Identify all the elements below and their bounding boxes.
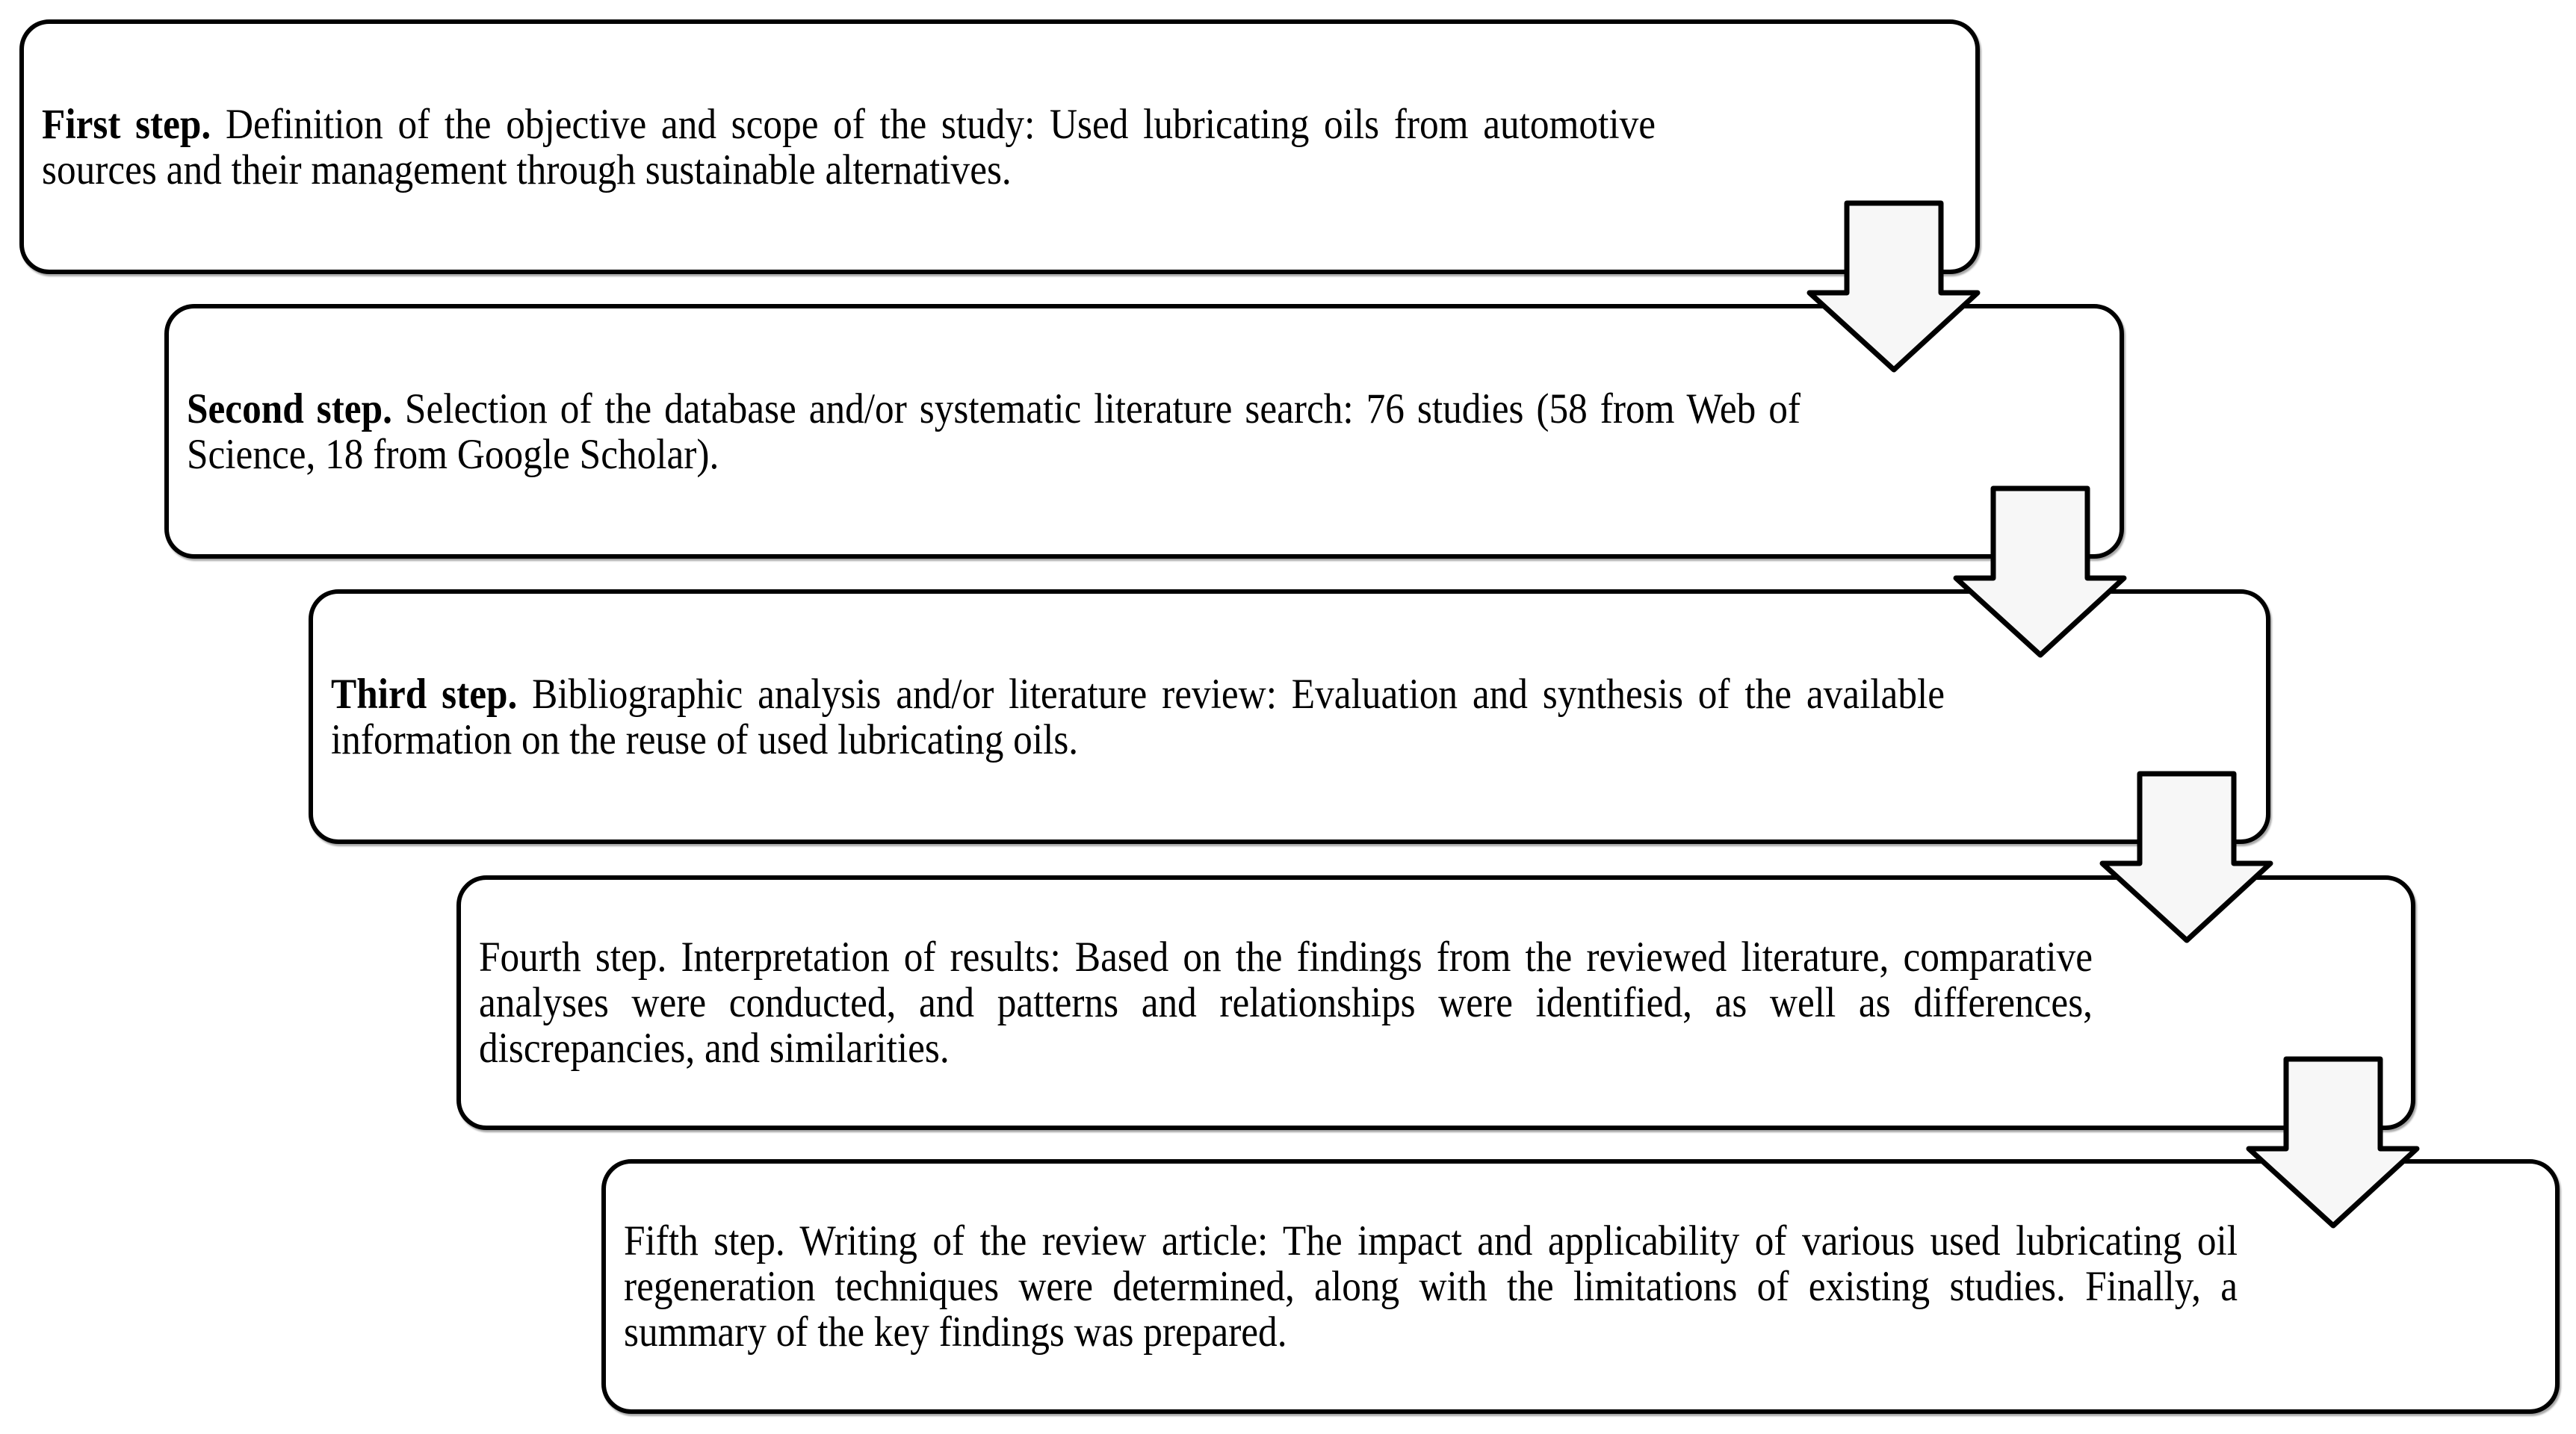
step-label: Fourth step. xyxy=(479,934,667,981)
step-description: Bibliographic analysis and/or literature review: Evaluation and synthesis of the available information on the reuse of used lubricating oils. xyxy=(331,670,1945,763)
step-description: Interpretation of results: Based on the findings from the reviewed literature, comparative analyses were conducted, and patterns and relationships were identified, as well as differences, discrepancies, and similarities. xyxy=(479,934,2093,1072)
step-text xyxy=(42,102,1656,193)
step-text xyxy=(624,1218,2238,1355)
step-label: Third step. xyxy=(331,670,518,718)
step-description: Writing of the review article: The impact and applicability of various used lubricating oil regeneration techniques were determined, along with the limitations of existing studies. Finally, a summary of the key findings was prepared. xyxy=(624,1217,2238,1356)
step-box-second xyxy=(164,304,2124,559)
step-box-third xyxy=(309,589,2270,844)
step-label: First step. xyxy=(42,100,211,148)
step-box-first xyxy=(19,19,1980,274)
step-box-fourth xyxy=(456,875,2415,1130)
step-label: Fifth step. xyxy=(624,1217,785,1264)
step-text xyxy=(479,934,2093,1071)
step-box-fifth xyxy=(601,1159,2560,1414)
step-text xyxy=(187,386,1801,477)
step-text xyxy=(331,671,1945,763)
step-description: Selection of the database and/or systematic literature search: 76 studies (58 from Web of Science, 18 from Google Scholar). xyxy=(187,385,1801,478)
step-label: Second step. xyxy=(187,385,392,432)
step-description: Definition of the objective and scope of the study: Used lubricating oils from automotive sources and their management through sustainable alternatives. xyxy=(42,100,1656,193)
